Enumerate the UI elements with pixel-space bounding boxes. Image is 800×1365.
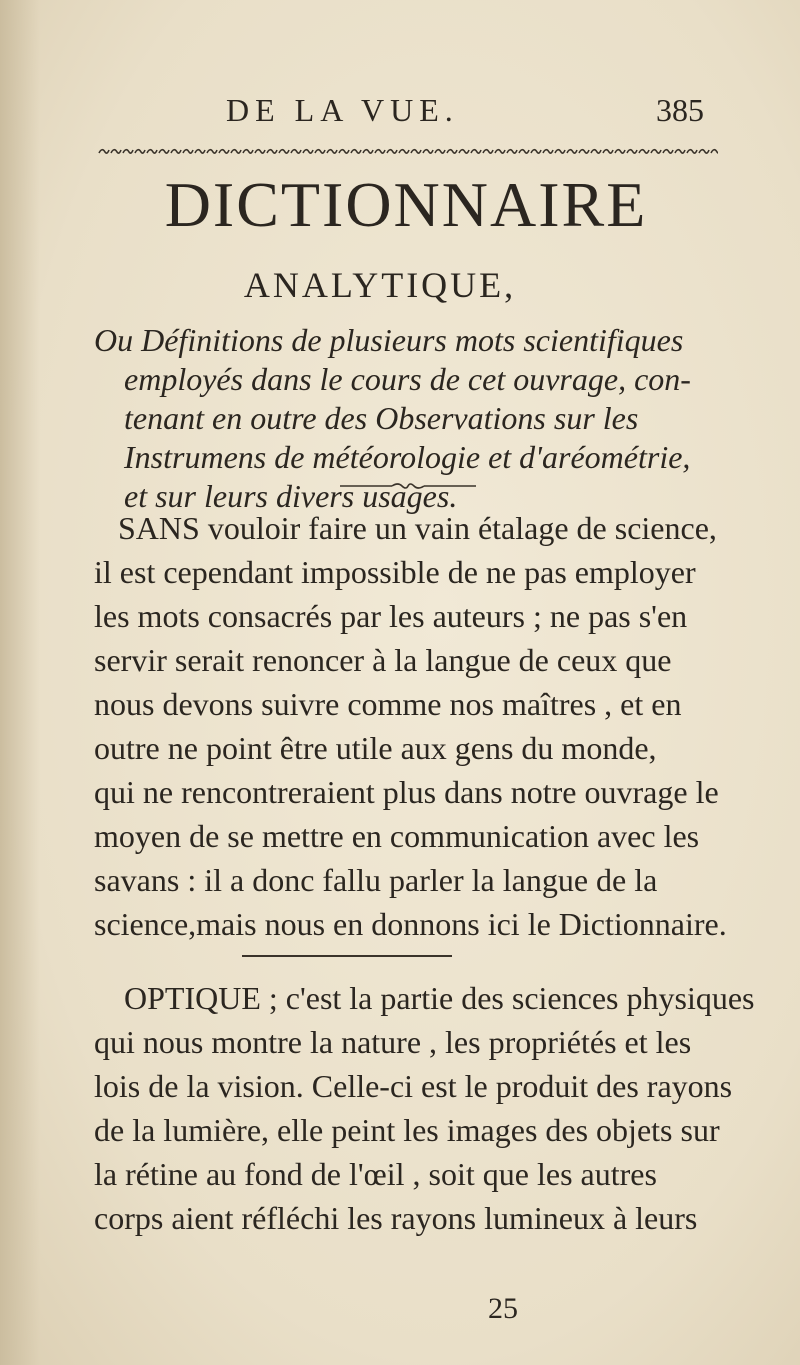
horizontal-rule	[242, 955, 452, 957]
entry-line: qui nous montre la nature , les propriétés et les	[94, 1024, 692, 1060]
intro-line: outre ne point être utile aux gens du monde,	[94, 730, 657, 766]
definition-line: et sur leurs divers usages.	[124, 478, 458, 514]
intro-line: servir serait renoncer à la langue de ceux que	[94, 642, 672, 678]
definition-line: employés dans le cours de cet ouvrage, con-	[124, 361, 691, 397]
definition-line: Ou Définitions de plusieurs mots scientifiques	[94, 322, 684, 358]
decorative-border-ornament	[98, 146, 718, 156]
intro-line: savans : il a donc fallu parler la langue de la	[94, 862, 658, 898]
running-head-title: DE LA VUE.	[226, 92, 459, 128]
intro-line: les mots consacrés par les auteurs ; ne pas s'en	[94, 598, 688, 634]
intro-line: qui ne rencontreraient plus dans notre ouvrage le	[94, 774, 719, 810]
entry-line: lois de la vision. Celle-ci est le produit des rayons	[94, 1068, 733, 1104]
entry-line: de la lumière, elle peint les images des objets sur	[94, 1112, 720, 1148]
page-number: 385	[656, 92, 704, 128]
intro-line: science,mais nous en donnons ici le Dictionnaire.	[94, 906, 727, 942]
entry-line: OPTIQUE ; c'est la partie des sciences physiques	[124, 980, 755, 1016]
definition-line: tenant en outre des Observations sur les	[124, 400, 639, 436]
definition-line: Instrumens de météorologie et d'aréométrie,	[124, 439, 691, 475]
section-subtitle: ANALYTIQUE,	[243, 265, 517, 305]
entry-line: corps aient réfléchi les rayons lumineux à leurs	[94, 1200, 698, 1236]
entry-line: la rétine au fond de l'œil , soit que les autres	[94, 1156, 657, 1192]
intro-line: nous devons suivre comme nos maîtres , et en	[94, 686, 682, 722]
intro-line: il est cependant impossible de ne pas employer	[94, 554, 696, 590]
intro-line: SANS vouloir faire un vain étalage de science,	[118, 510, 717, 546]
ornamental-separator	[340, 481, 476, 491]
running-head	[0, 92, 800, 132]
signature-mark: 25	[488, 1292, 518, 1325]
intro-line: moyen de se mettre en communication avec les	[94, 818, 700, 854]
section-title: DICTIONNAIRE	[164, 169, 648, 240]
